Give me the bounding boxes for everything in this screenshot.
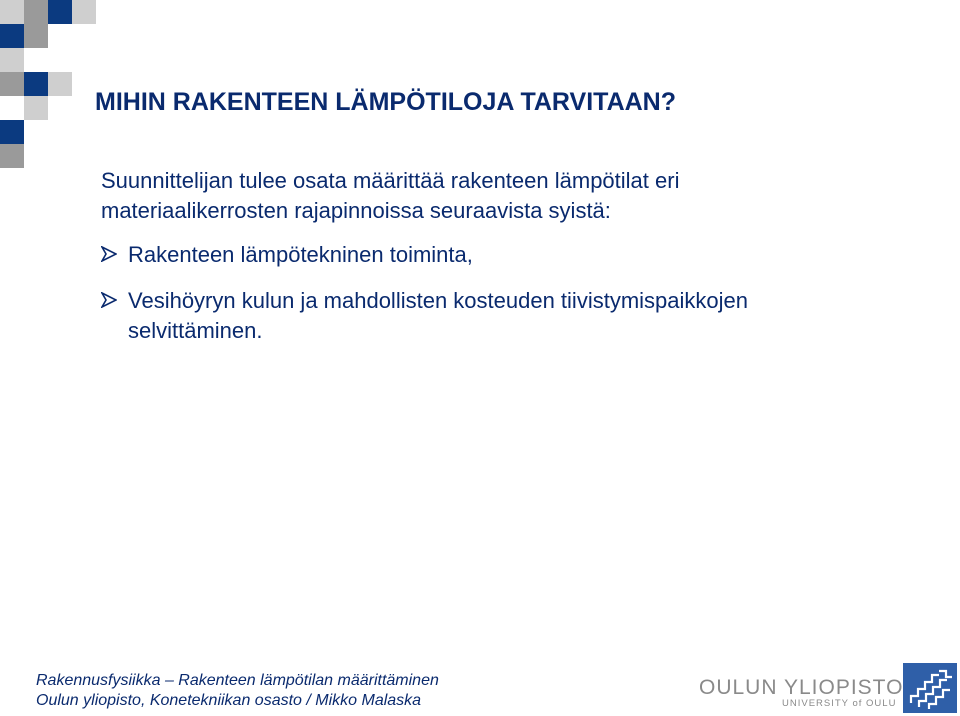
deco-square [48,0,72,24]
university-logo-subtitle: UNIVERSITY of OULU [782,698,897,709]
footer [36,671,439,711]
deco-square [48,72,72,96]
bullet-text: Vesihöyryn kulun ja mahdollisten kosteuden tiivistymispaikkojen selvittäminen. [128,288,748,343]
deco-square [24,72,48,96]
deco-square [0,72,24,96]
deco-square [0,48,24,72]
deco-square [24,24,48,48]
university-logo-name: OULUN YLIOPISTO [699,676,904,699]
footer-line: Oulun yliopisto, Konetekniikan osasto / Mikko Malaska [36,692,422,709]
deco-square [0,24,24,48]
university-emblem-icon [903,663,957,713]
slide-title: MIHIN RAKENTEEN LÄMPÖTILOJA TARVITAAN? [95,88,677,116]
deco-square [24,0,48,24]
arrowhead-bullet-icon [101,292,117,308]
deco-square [72,0,96,24]
intro-paragraph: Suunnittelijan tulee osata määrittää rakenteen lämpötilat eri materiaalikerrosten rajapinnoissa seuraavista syistä: [101,168,680,223]
deco-square [24,96,48,120]
deco-square [0,120,24,144]
deco-square [0,0,24,24]
bullet-text: Rakenteen lämpötekninen toiminta, [128,242,473,267]
footer-line: Rakennusfysiikka – Rakenteen lämpötilan määrittäminen [36,672,439,689]
deco-square [0,144,24,168]
arrowhead-bullet-icon [101,246,117,262]
